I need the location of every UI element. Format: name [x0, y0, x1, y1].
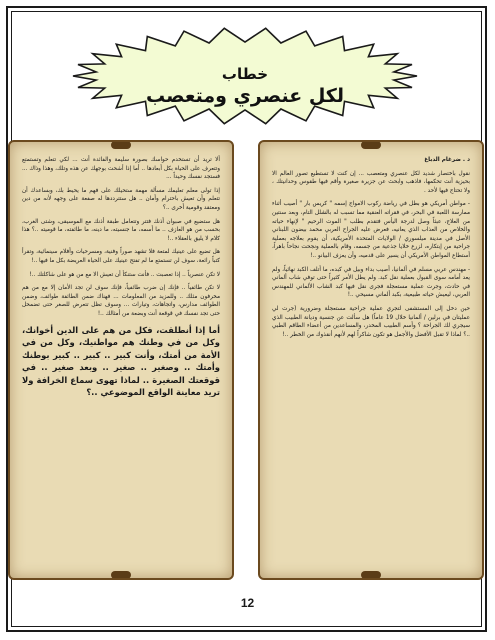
right-paragraph: نقول باختصار شديد لكل عنصري ومتعصب ... إن كنت لا تستطيع تصور العالم الا بحيزية أنت تحكمها، فاذهب وابحث عن جزيرة صغيرة وأقم فيها طقوس وحدانيتك ، ولا تحتاج فيها لأحد .: [272, 170, 470, 194]
closing-statement: أما إذا أنطلقت، فكل من هم على الدين أخوانك، وكل من في وطنك هم مواطنيك، وكل من في الأمة من أمتك، وأنت كبير .. كبير .. كبير بوطنك وأمتك .. وصغير .. صغير .. وبعد صغير .. في قوقعتك الصغيرة .. لماذا تهوى سماع الخرافة ولا تريد معاينة الواقع الموضوعي ..؟: [22, 324, 220, 398]
right-parchment-column: [258, 140, 484, 580]
left-paragraph: ألا تريد أن تستخدم حواسك بصورة سليمة والفائدة أنت ... لكي تتعلم وتستمتع وتتعرف على الحياة بكل أبعادها .. أما إذا أشحت بوجهك عن هذه وتلك، وهذا وذاك ... فستجد نفسك وحيداً ...: [22, 157, 220, 181]
right-paragraph: - مهندس عربي مسلم في ألمانيا، أصيب بداء وبيل في كبده، ما أتلف الكبد نهائياً، ولم يعد أمامه سوى القبول بعملية نقل كبد. ولم يطل الأمر كثيراً حتى توفي شاب ألماني في حادث، وجرت عملية مستعجلة فجرى نقل فيها كبد الشاب الألماني للمهندس العربي، ليعيش حياته طبيعية، بكبد ألماني مسيحي ..!: [272, 266, 470, 299]
page-number: 12: [240, 596, 255, 610]
title-line-1: خطاب: [221, 65, 269, 83]
left-paragraph: لا تكن طائفياً .. فإنك إن ضرب طائفياً، فإنك سوف لن تجد الأمان إلا مع من هم مخرفون مثلك .. وللمزيد من المعلومات ... فهناك ضمن الطائفة طوائف، وضمن الطوائف مدارس، واتجاهات، وتيارات ... وسوف تظل تتعرض للصغر حتى تضمحل حتى تجد نفسك في قوقعة أنت وبضعة من أمثالك ..!: [22, 285, 220, 317]
left-parchment-column: [8, 140, 234, 580]
author-line: د . ضرغام الدباغ: [424, 157, 470, 163]
title-line-2: لكل عنصري ومتعصب: [146, 85, 344, 107]
right-paragraph: - مواطن أمريكي هو بطل في رياضة ركوب الامواج إسمه " كريس بار " أصيب أثناء ممارسة اللعبة في البحر، في فقراته العنقية مما تسبب له بالشلل التام، وبعد سنتين من العلاج، عبثاً وصل لدرجة اليأس فتقدم بطلب " الموت الرحيم " لإنهاء حياته والخلاص من العذاب الذي يعانيه، فعرض عليه الجراح العربي محمد بيضون اللبناني الأصل في مدينة ميلسوري / الولايات المتحدة الأمريكية، أن يقوم بعلاجه بعملية جراحية من إبتكاره، لزرع خلايا جذعية من جسمه، وقام بالعملية ونجحت نجاحاً باهراً، أستطاع المواطن الأمريكي أن يسير على قدميه، وأن يعزف البيانو ..!: [272, 201, 470, 259]
left-paragraph: هل ستضيع في صبوان أذنك فتتر وتتعامل طبقة أذنك مع الموسيقى، وشتى الغرب، بحسب من هو العازف .. ما أسمه، ما جنسيته، ما دينه، ما طائفته، ما قوميته ..؟ هذا كلام لا يليق بالعقلاء ..!: [22, 218, 220, 242]
right-paragraph: حين دخل إلى المستشفى لتجري عملية جراحية مستعجلة وضرورية (جرت لي عمليتان في برلين / ألمانيا خلال 19 عاماً) هل سألت عن جنسية وديانة الطبيب الذي سيجري لك الجراحة ؟ وأسم الطبيب المخدر، والمساعدين من أعضاء الطاقم الطبي ..؟ لماذا لا تقبل الأفضل والأجمل هو تكون شاكراً لهم لأنهم أنقذوك من الخطر ..!: [272, 305, 470, 338]
title-banner: [70, 26, 420, 126]
left-paragraph: إذا تولى معلم تعليمك مسألة مهمة ستحيلك على فهم ما يحيط بك، وبساعدك أن تتعلم وأن تعيش باحترام وأمان .. هل ستترددها له صفعة على وجهه لأنه من دين ومعتقد وقومية أخرى ..؟: [22, 187, 220, 211]
left-paragraph: هل تضيع على عينيك لمتعة فلا تشهد صوراً وفنية، ومسرحيات وأفلام سينمائية، وتقرأ كتباً رائعة، سوف لن تستمتع ما لم تفتح عينيك على الحياة العريضة بكل ما فيها ..!: [22, 249, 220, 264]
left-paragraph: لا تكن عنصرياً .. إذا تعصبت .. فأنت ستنكأ أن تعيش الا مع من هو على شاكلتك ..!: [29, 271, 220, 278]
